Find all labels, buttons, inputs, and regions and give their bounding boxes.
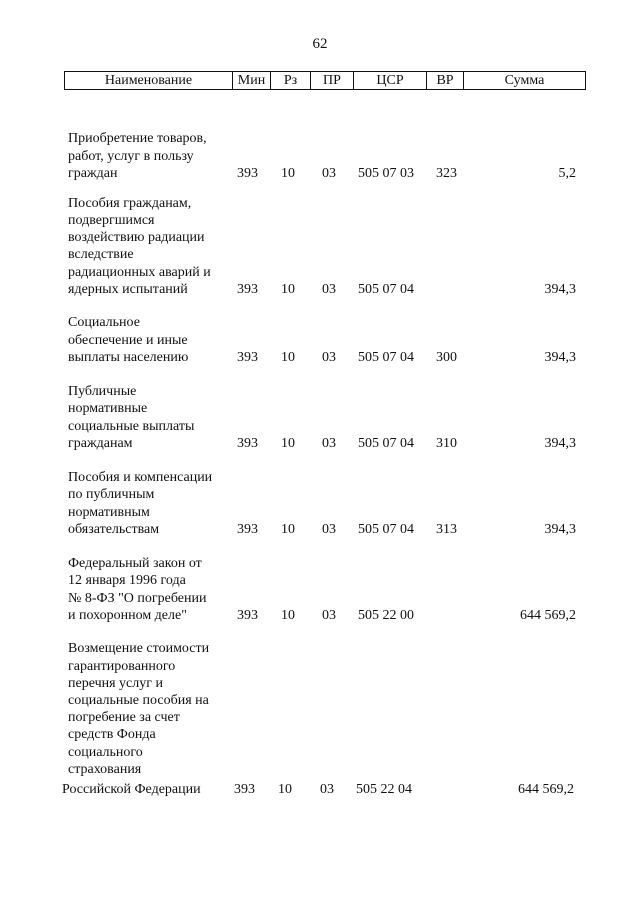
row-vr: 323 [436,165,457,181]
row-csr: 505 07 04 [358,435,414,451]
table-row-final-line [0,780,640,798]
header-min: Мин [233,72,271,90]
table-row [0,190,640,298]
row-rz: 10 [281,435,295,451]
table-row [0,466,640,538]
row-pr: 03 [322,607,336,623]
row-min: 393 [237,521,258,537]
row-name: Приобретение товаров, работ, услуг в пользу граждан [68,131,207,181]
header-sum: Сумма [464,72,586,90]
table-row [0,380,640,452]
row-name: Пособия и компенсации по публичным нормативным обязательствам [68,470,213,537]
row-rz: 10 [281,521,295,537]
row-sum: 394,3 [544,281,576,297]
row-sum: 644 569,2 [520,607,576,623]
row-min: 393 [237,165,258,181]
row-sum: 394,3 [544,521,576,537]
table-row [0,312,640,366]
row-rz: 10 [278,781,292,797]
header-name: Наименование [65,72,233,90]
row-min: 393 [237,607,258,623]
header-vr: ВР [427,72,464,90]
table-row [0,552,640,624]
row-name: Публичные нормативные социальные выплаты гражданам [68,384,195,451]
table-row [0,118,640,182]
page-number: 62 [312,36,328,52]
row-name: Пособия гражданам, подвергшимся воздействию радиации вследствие радиационных аварий и ядерных испытаний [68,195,211,297]
row-min: 393 [234,781,255,797]
row-rz: 10 [281,281,295,297]
row-min: 393 [237,349,258,365]
row-csr: 505 07 04 [358,521,414,537]
row-rz: 10 [281,607,295,623]
row-sum: 394,3 [544,435,576,451]
table-row [0,638,640,778]
row-pr: 03 [322,281,336,297]
row-pr: 03 [322,521,336,537]
row-vr: 313 [436,521,457,537]
row-csr: 505 22 04 [356,781,412,797]
row-csr: 505 07 04 [358,349,414,365]
row-name: Федеральный закон от 12 января 1996 года № 8-ФЗ "О погребении и похоронном деле" [68,556,207,623]
row-csr: 505 22 00 [358,607,414,623]
row-name: Возмещение стоимости гарантированного перечня услуг и социальные пособия на погребение за счет средств Фонда социального страхования [68,641,210,777]
row-pr: 03 [322,165,336,181]
row-pr: 03 [320,781,334,797]
row-csr: 505 07 04 [358,281,414,297]
row-sum: 394,3 [544,349,576,365]
header-csr: ЦСР [354,72,427,90]
row-name-last-line: Российской Федерации [62,781,201,797]
row-rz: 10 [281,349,295,365]
row-csr: 505 07 03 [358,165,414,181]
row-min: 393 [237,435,258,451]
row-rz: 10 [281,165,295,181]
table-header [64,71,586,90]
header-pr: ПР [311,72,354,90]
row-name: Социальное обеспечение и иные выплаты населению [68,315,189,365]
row-vr: 300 [436,349,457,365]
row-sum: 644 569,2 [518,781,574,797]
row-pr: 03 [322,349,336,365]
row-pr: 03 [322,435,336,451]
row-sum: 5,2 [558,165,576,181]
header-rz: Рз [271,72,311,90]
row-vr: 310 [436,435,457,451]
row-min: 393 [237,281,258,297]
